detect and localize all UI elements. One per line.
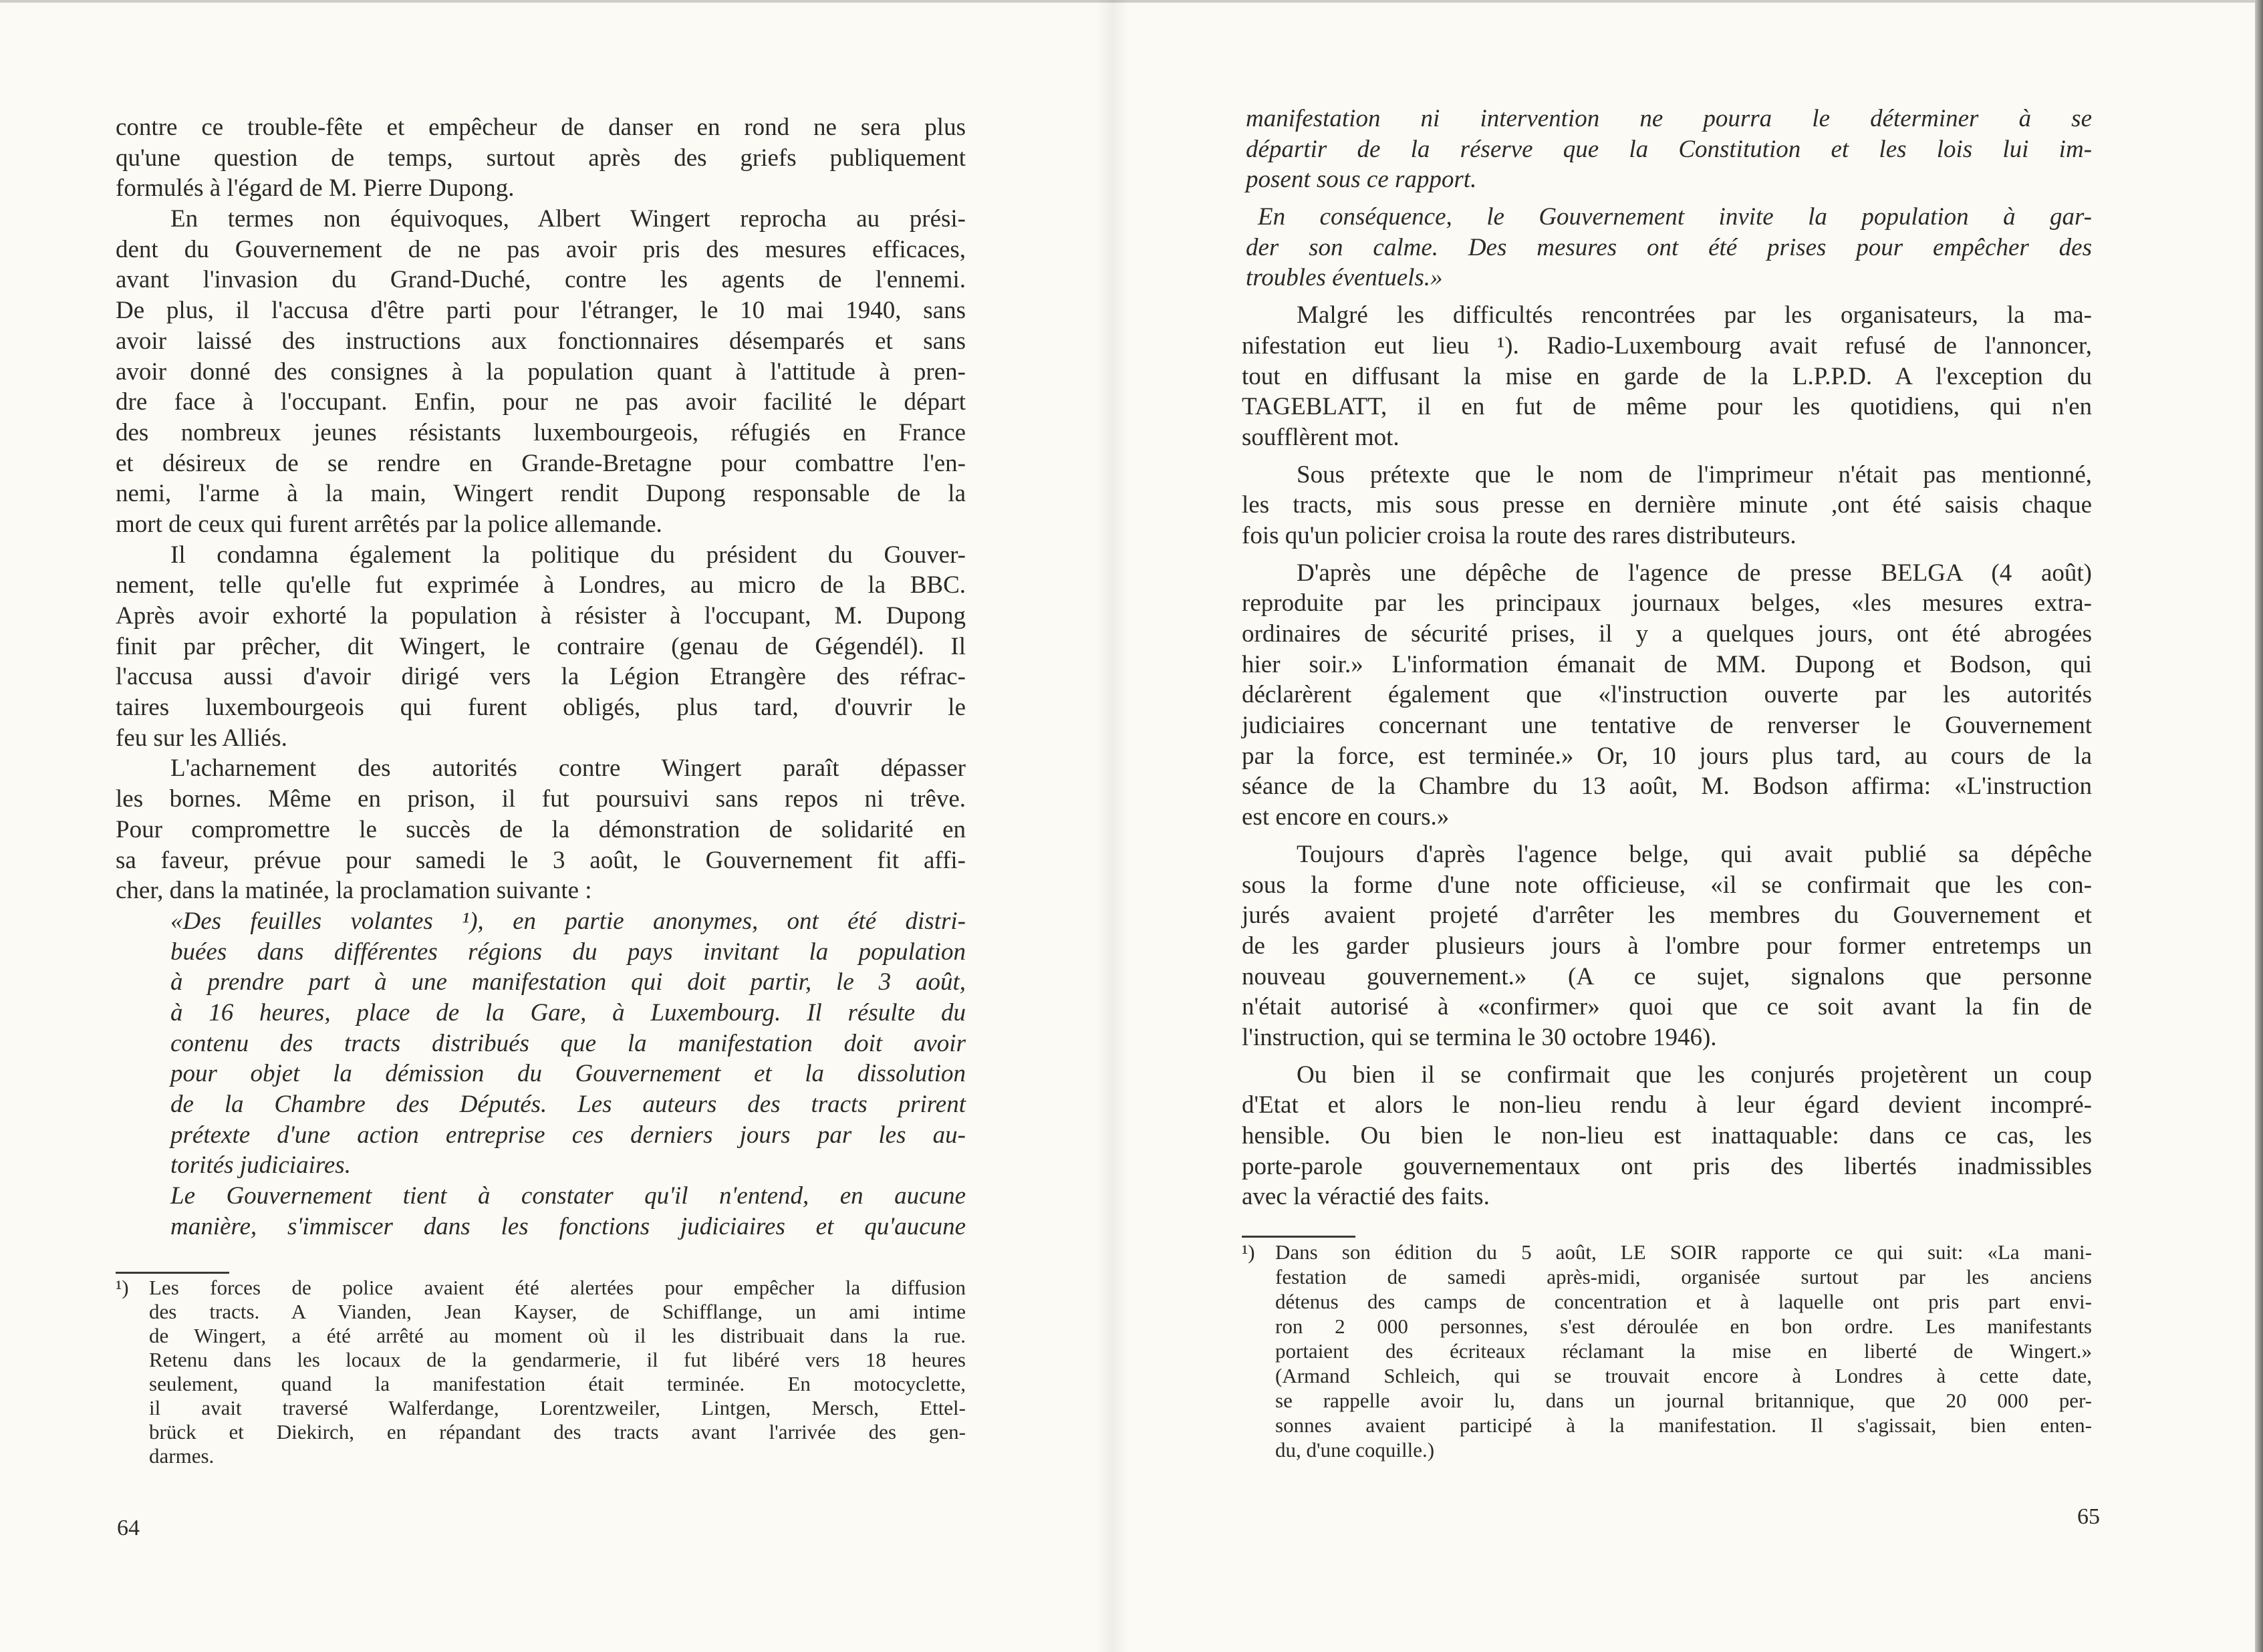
footnote-line: festation de samedi après-midi, organisée surtout par les anciens (1275, 1265, 2092, 1288)
footnote-line: Dans son édition du 5 août, LE SOIR rapporte ce qui suit: «La mani- (1275, 1240, 2092, 1264)
text-line: «Des feuilles volantes ¹), en partie anonymes, ont été distri- (170, 907, 966, 935)
text-line: séance de la Chambre du 13 août, M. Bodson affirma: «L'instruction (1242, 773, 2092, 801)
text-line: des nombreux jeunes résistants luxembourgeois, réfugiés en France (116, 418, 966, 446)
quoted-paragraph (170, 906, 966, 1181)
page-65-footnote (1242, 1240, 2092, 1462)
page-number: 64 (117, 1516, 140, 1540)
text-line: sous la forme d'une note officieuse, «il se confirmait que les con- (1242, 871, 2092, 899)
text-line: Toujours d'après l'agence belge, qui avait publié sa dépêche (1297, 840, 2092, 868)
text-line: finit par prêcher, dit Wingert, le contraire (genau de Gégendél). Il (116, 632, 966, 660)
footnote-line: darmes. (149, 1444, 215, 1468)
text-line: manifestation ni intervention ne pourra le déterminer à se (1246, 105, 2092, 132)
text-line: qu'une question de temps, surtout après des griefs publiquement (116, 144, 966, 172)
text-line: buées dans différentes régions du pays invitant la population (170, 938, 966, 966)
text-line: hensible. Ou bien le non-lieu est inattaquable: dans ce cas, les (1242, 1122, 2092, 1149)
text-line: D'après une dépêche de l'agence de presse BELGA (4 août) (1297, 559, 2092, 587)
text-line: par la force, est terminée.» Or, 10 jours plus tard, au cours de la (1242, 742, 2092, 770)
text-line: jurés avaient projeté d'arrêter les membres du Gouvernement et (1242, 902, 2092, 930)
text-line: nouveau gouvernement.» (A ce sujet, signalons que personne (1242, 962, 2092, 990)
text-line: manière, s'immiscer dans les fonctions judiciaires et qu'aucune (170, 1212, 966, 1240)
page-64-footnote (116, 1276, 966, 1468)
footnote-line: des tracts. A Vianden, Jean Kayser, de Schifflange, un ami intime (149, 1300, 966, 1323)
footnote-line: ron 2 000 personnes, s'est déroulée en bon ordre. Les manifestants (1275, 1315, 2092, 1338)
footnote-line: sonnes avaient participé à la manifestation. Il s'agissait, bien enten- (1275, 1413, 2092, 1437)
text-line: de la Chambre des Députés. Les auteurs des tracts prirent (170, 1091, 966, 1118)
text-line: reproduite par les principaux journaux belges, «les mesures extra- (1242, 589, 2092, 617)
scan-right-edge (2255, 0, 2263, 1652)
text-line: judiciaires concernant une tentative de renverser le Gouvernement (1242, 712, 2092, 740)
text-line: cher, dans la matinée, la proclamation suivante : (116, 877, 592, 905)
text-line: l'accusa aussi d'avoir dirigé vers la Légion Etrangère des réfrac- (116, 663, 966, 691)
scan-top-edge (0, 0, 2263, 3)
paragraph (1242, 460, 2092, 551)
paragraph (116, 540, 966, 754)
text-line: En conséquence, le Gouvernement invite la population à gar- (1258, 203, 2092, 231)
text-line: déclarèrent également que «l'instruction ouverte par les autorités (1242, 681, 2092, 709)
text-line: hier soir.» L'information émanait de MM. Dupong et Bodson, qui (1242, 650, 2092, 678)
quoted-paragraph (1246, 104, 2092, 195)
text-line: fois qu'un policier croisa la route des rares distributeurs. (1242, 521, 1796, 549)
text-line: contenu des tracts distribués que la manifestation doit avoir (170, 1029, 966, 1057)
text-line: troubles éventuels.» (1246, 264, 1443, 292)
paragraph (1242, 839, 2092, 1053)
text-line: TAGEBLATT, il en fut de même pour les quotidiens, qui n'en (1242, 393, 2092, 421)
paragraph (1242, 558, 2092, 833)
text-line: sa faveur, prévue pour samedi le 3 août, le Gouvernement fit affi- (116, 846, 966, 874)
text-line: L'acharnement des autorités contre Wingert paraît dépasser (170, 754, 966, 783)
text-line: de les garder plusieurs jours à l'ombre pour former entretemps un (1242, 932, 2092, 960)
text-line: nifestation eut lieu ¹). Radio-Luxembourg avait refusé de l'annoncer, (1242, 331, 2092, 360)
text-line: avoir laissé des instructions aux fonctionnaires désemparés et sans (116, 327, 966, 355)
footnote-line: se rappelle avoir lu, dans un journal britannique, que 20 000 per- (1275, 1389, 2092, 1412)
text-line: prétexte d'une action entreprise ces derniers jours par les au- (170, 1121, 966, 1149)
footnote (116, 1276, 966, 1468)
footnote-line: de Wingert, a été arrêté au moment où il les distribuait dans la rue. (149, 1324, 966, 1347)
text-line: dre face à l'occupant. Enfin, pour ne pas avoir facilité le départ (116, 388, 966, 416)
paragraph (116, 753, 966, 906)
footnote-line: portaient des écriteaux réclamant la mise en liberté de Wingert.» (1275, 1339, 2092, 1363)
text-line: nement, telle qu'elle fut exprimée à Londres, au micro de la BBC. (116, 571, 966, 599)
text-line: Pour compromettre le succès de la démonstration de solidarité en (116, 815, 966, 843)
footnote-line: (Armand Schleich, qui se trouvait encore à Londres à cette date, (1275, 1364, 2092, 1387)
text-line: taires luxembourgeois qui furent obligés, plus tard, d'ouvrir le (116, 694, 966, 722)
quoted-paragraph (170, 1181, 966, 1242)
page-number: 65 (2077, 1504, 2100, 1529)
footnote-line: seulement, quand la manifestation était terminée. En motocyclette, (149, 1372, 966, 1395)
footnote-line: du, d'une coquille.) (1275, 1438, 1435, 1462)
footnote-separator (116, 1272, 229, 1274)
book-gutter (1096, 0, 1129, 1652)
text-line: Malgré les difficultés rencontrées par les organisateurs, la ma- (1297, 301, 2092, 329)
text-line: pour objet la démission du Gouvernement et la dissolution (170, 1060, 966, 1088)
text-line: à prendre part à une manifestation qui doit partir, le 3 août, (170, 968, 966, 996)
text-line: contre ce trouble-fête et empêcheur de danser en rond ne sera plus (116, 114, 966, 141)
text-line: avec la véractié des faits. (1242, 1183, 1490, 1211)
text-line: posent sous ce rapport. (1246, 166, 1477, 194)
text-line: Il condamna également la politique du président du Gouver- (170, 541, 966, 569)
footnote-line: il avait traversé Walferdange, Lorentzweiler, Lintgen, Mersch, Ettel- (149, 1396, 966, 1419)
text-line: Sous prétexte que le nom de l'imprimeur n'était pas mentionné, (1297, 460, 2092, 489)
text-line: à 16 heures, place de la Gare, à Luxembourg. Il résulte du (170, 998, 966, 1026)
footnote (1242, 1240, 2092, 1462)
paragraph (1242, 300, 2092, 452)
text-line: formulés à l'égard de M. Pierre Dupong. (116, 174, 515, 202)
text-line: d'Etat et alors le non-lieu rendu à leur égard devient incompré- (1242, 1091, 2092, 1119)
footnote-line: détenus des camps de concentration et à laquelle ont pris part envi- (1275, 1290, 2092, 1313)
text-line: Le Gouvernement tient à constater qu'il n'entend, en aucune (170, 1182, 966, 1210)
text-line: avoir donné des consignes à la population quant à l'attitude à pren- (116, 358, 966, 386)
text-line: les bornes. Même en prison, il fut poursuivi sans repos ni trêve. (116, 785, 966, 813)
text-line: der son calme. Des mesures ont été prises pour empêcher des (1246, 233, 2092, 261)
footnote-marker: ¹) (116, 1276, 129, 1299)
footnote-line: brück et Diekirch, en répandant des tracts avant l'arrivée des gen- (149, 1420, 966, 1443)
paragraph (116, 112, 966, 204)
text-line: ordinaires de sécurité prises, il y a quelques jours, ont été abrogées (1242, 620, 2092, 648)
page-64-body (116, 112, 966, 1242)
quoted-paragraph (1246, 202, 2092, 293)
text-line: tout en diffusant la mise en garde de la L.P.P.D. A l'exception du (1242, 362, 2092, 390)
text-line: n'était autorisé à «confirmer» quoi que ce soit avant la fin de (1242, 993, 2092, 1021)
text-line: En termes non équivoques, Albert Wingert reprocha au prési- (170, 205, 966, 233)
text-line: Après avoir exhorté la population à résister à l'occupant, M. Dupong (116, 602, 966, 630)
footnote-separator (1242, 1236, 1355, 1238)
text-line: torités judiciaires. (170, 1151, 351, 1180)
footnote-line: Les forces de police avaient été alertées pour empêcher la diffusion (149, 1276, 966, 1299)
text-line: avant l'invasion du Grand-Duché, contre les agents de l'ennemi. (116, 266, 966, 294)
text-line: nemi, l'arme à la main, Wingert rendit Dupong responsable de la (116, 480, 966, 508)
footnote-marker: ¹) (1242, 1240, 1255, 1264)
text-line: De plus, il l'accusa d'être parti pour l'étranger, le 10 mai 1940, sans (116, 297, 966, 325)
text-line: dent du Gouvernement de ne pas avoir pris des mesures efficaces, (116, 235, 966, 263)
paragraph (116, 204, 966, 540)
page-65-body (1242, 104, 2092, 1219)
paragraph (1242, 1060, 2092, 1212)
text-line: l'instruction, qui se termina le 30 octobre 1946). (1242, 1023, 1717, 1051)
text-line: Ou bien il se confirmait que les conjurés projetèrent un coup (1297, 1061, 2092, 1089)
text-line: mort de ceux qui furent arrêtés par la police allemande. (116, 510, 662, 538)
footnote-line: Retenu dans les locaux de la gendarmerie, il fut libéré vers 18 heures (149, 1348, 966, 1371)
text-line: soufflèrent mot. (1242, 423, 1400, 451)
text-line: feu sur les Alliés. (116, 724, 287, 752)
text-line: les tracts, mis sous presse en dernière minute ,ont été saisis chaque (1242, 491, 2092, 519)
text-line: et désireux de se rendre en Grande-Bretagne pour combattre l'en- (116, 449, 966, 477)
text-line: départir de la réserve que la Constitution et les lois lui im- (1246, 135, 2092, 163)
text-line: est encore en cours.» (1242, 803, 1450, 831)
text-line: porte-parole gouvernementaux ont pris des libertés inadmissibles (1242, 1152, 2092, 1180)
